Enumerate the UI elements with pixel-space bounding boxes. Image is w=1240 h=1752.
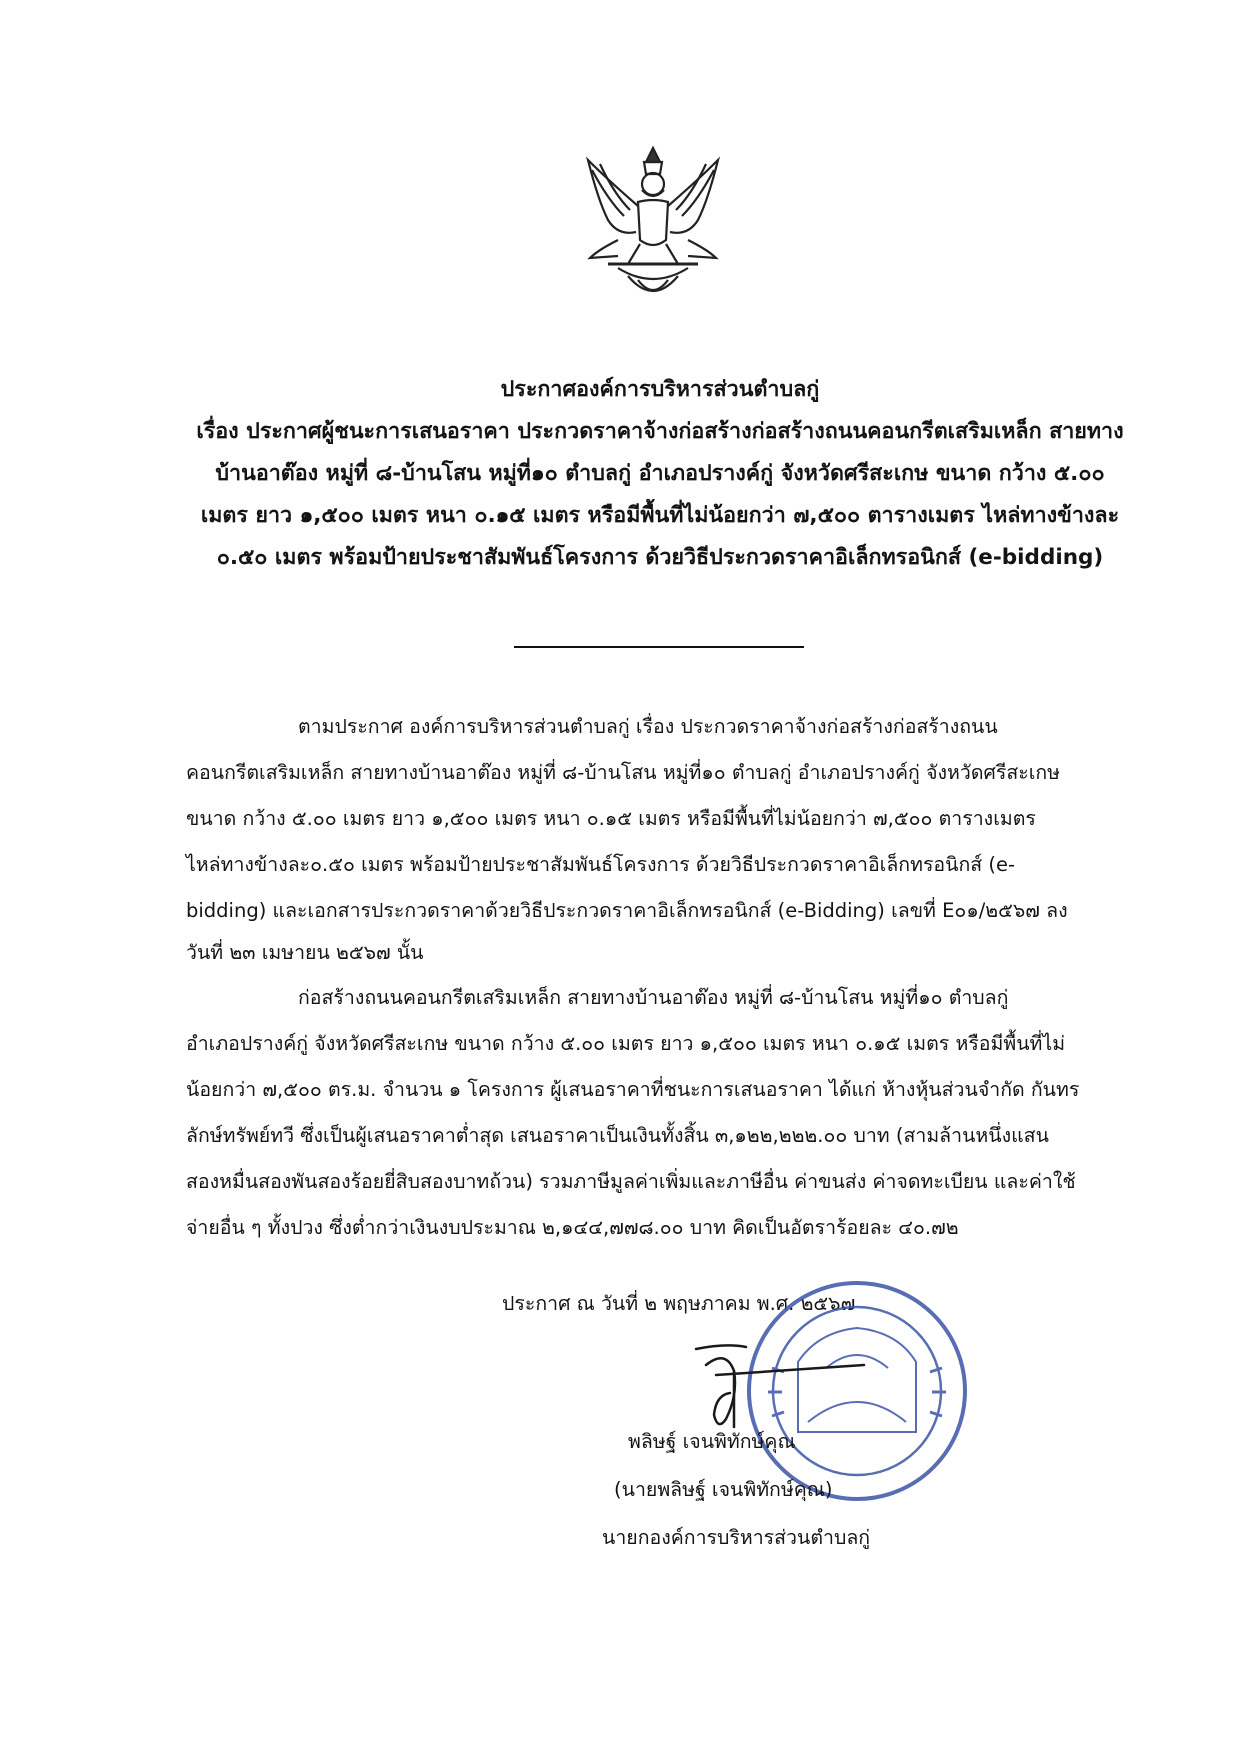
subject-line: ๐.๕๐ เมตร พร้อมป้ายประชาสัมพันธ์โครงการ ด้วยวิธีประกวดราคาอิเล็กทรอนิกส์ (e-bidding) (216, 545, 1104, 570)
paragraph2-line: สองหมื่นสองพันสองร้อยยี่สิบสองบาทถ้วน) รวมภาษีมูลค่าเพิ่มและภาษีอื่น ค่าขนส่ง ค่าจดทะเบียน และค่าใช้ (186, 1170, 1076, 1193)
subject-line: เมตร ยาว ๑,๕๐๐ เมตร หนา ๐.๑๕ เมตร หรือมีพื้นที่ไม่น้อยกว่า ๗,๕๐๐ ตารางเมตร ไหล่ทางข้างละ (200, 503, 1120, 528)
paragraph2-line: ลักษ์ทรัพย์ทวี ซึ่งเป็นผู้เสนอราคาต่ำสุด เสนอราคาเป็นเงินทั้งสิ้น ๓,๑๒๒,๒๒๒.๐๐ บาท (สามล้านหนึ่งแสน (186, 1124, 1049, 1147)
subject-line: บ้านอาต๊อง หมู่ที่ ๘-บ้านโสน หมู่ที่๑๐ ตำบลกู่ อำเภอปรางค์กู่ จังหวัดศรีสะเกษ ขนาด กว้าง ๕.๐๐ (215, 461, 1105, 486)
paragraph2-line: อำเภอปรางค์กู่ จังหวัดศรีสะเกษ ขนาด กว้าง ๕.๐๐ เมตร ยาว ๑,๕๐๐ เมตร หนา ๐.๑๕ เมตร หรือมีพื้นที่ไม่ (186, 1032, 1066, 1055)
signatory-full-name: (นายพลิษฐ์ เจนพิทักษ์คุณ) (614, 1478, 833, 1501)
announcement-title: ประกาศองค์การบริหารส่วนตำบลกู่ (500, 377, 820, 402)
paragraph1-line: คอนกรีตเสริมเหล็ก สายทางบ้านอาต๊อง หมู่ที่ ๘-บ้านโสน หมู่ที่๑๐ ตำบลกู่ อำเภอปรางค์กู่ จังหวัดศรีสะเกษ (186, 761, 1061, 784)
paragraph1-line: ขนาด กว้าง ๕.๐๐ เมตร ยาว ๑,๕๐๐ เมตร หนา ๐.๑๕ เมตร หรือมีพื้นที่ไม่น้อยกว่า ๗,๕๐๐ ตารางเมตร (186, 807, 1036, 830)
paragraph1-line: วันที่ ๒๓ เมษายน ๒๕๖๗ นั้น (186, 941, 424, 964)
signatory-name: พลิษฐ์ เจนพิทักษ์คุณ (628, 1430, 796, 1453)
garuda-emblem-icon (578, 140, 728, 306)
paragraph2-line: จ่ายอื่น ๆ ทั้งปวง ซึ่งต่ำกว่าเงินงบประมาณ ๒,๑๔๔,๗๗๘.๐๐ บาท คิดเป็นอัตราร้อยละ ๔๐.๗๒ (186, 1216, 959, 1239)
paragraph1-line: ตามประกาศ องค์การบริหารส่วนตำบลกู่ เรื่อง ประกวดราคาจ้างก่อสร้างก่อสร้างถนน (298, 715, 998, 738)
announcement-date: ประกาศ ณ วันที่ ๒ พฤษภาคม พ.ศ. ๒๕๖๗ (502, 1292, 856, 1315)
signatory-position: นายกองค์การบริหารส่วนตำบลกู่ (602, 1526, 871, 1549)
paragraph1-line: ไหล่ทางข้างละ๐.๕๐ เมตร พร้อมป้ายประชาสัมพันธ์โครงการ ด้วยวิธีประกวดราคาอิเล็กทรอนิกส์ (e- (186, 853, 1016, 876)
subject-line: เรื่อง ประกาศผู้ชนะการเสนอราคา ประกวดราคาจ้างก่อสร้างก่อสร้างถนนคอนกรีตเสริมเหล็ก สายทาง (196, 419, 1124, 444)
paragraph2-line: น้อยกว่า ๗,๕๐๐ ตร.ม. จำนวน ๑ โครงการ ผู้เสนอราคาที่ชนะการเสนอราคา ได้แก่ ห้างหุ้นส่วนจำกัด กันทร (186, 1078, 1080, 1101)
paragraph1-line: bidding) และเอกสารประกวดราคาด้วยวิธีประกวดราคาอิเล็กทรอนิกส์ (e-Bidding) เลขที่ E๐๑/๒๕๖๗ ลง (186, 899, 1068, 922)
header-divider (514, 646, 804, 648)
paragraph2-line: ก่อสร้างถนนคอนกรีตเสริมเหล็ก สายทางบ้านอาต๊อง หมู่ที่ ๘-บ้านโสน หมู่ที่๑๐ ตำบลกู่ (298, 986, 1009, 1009)
